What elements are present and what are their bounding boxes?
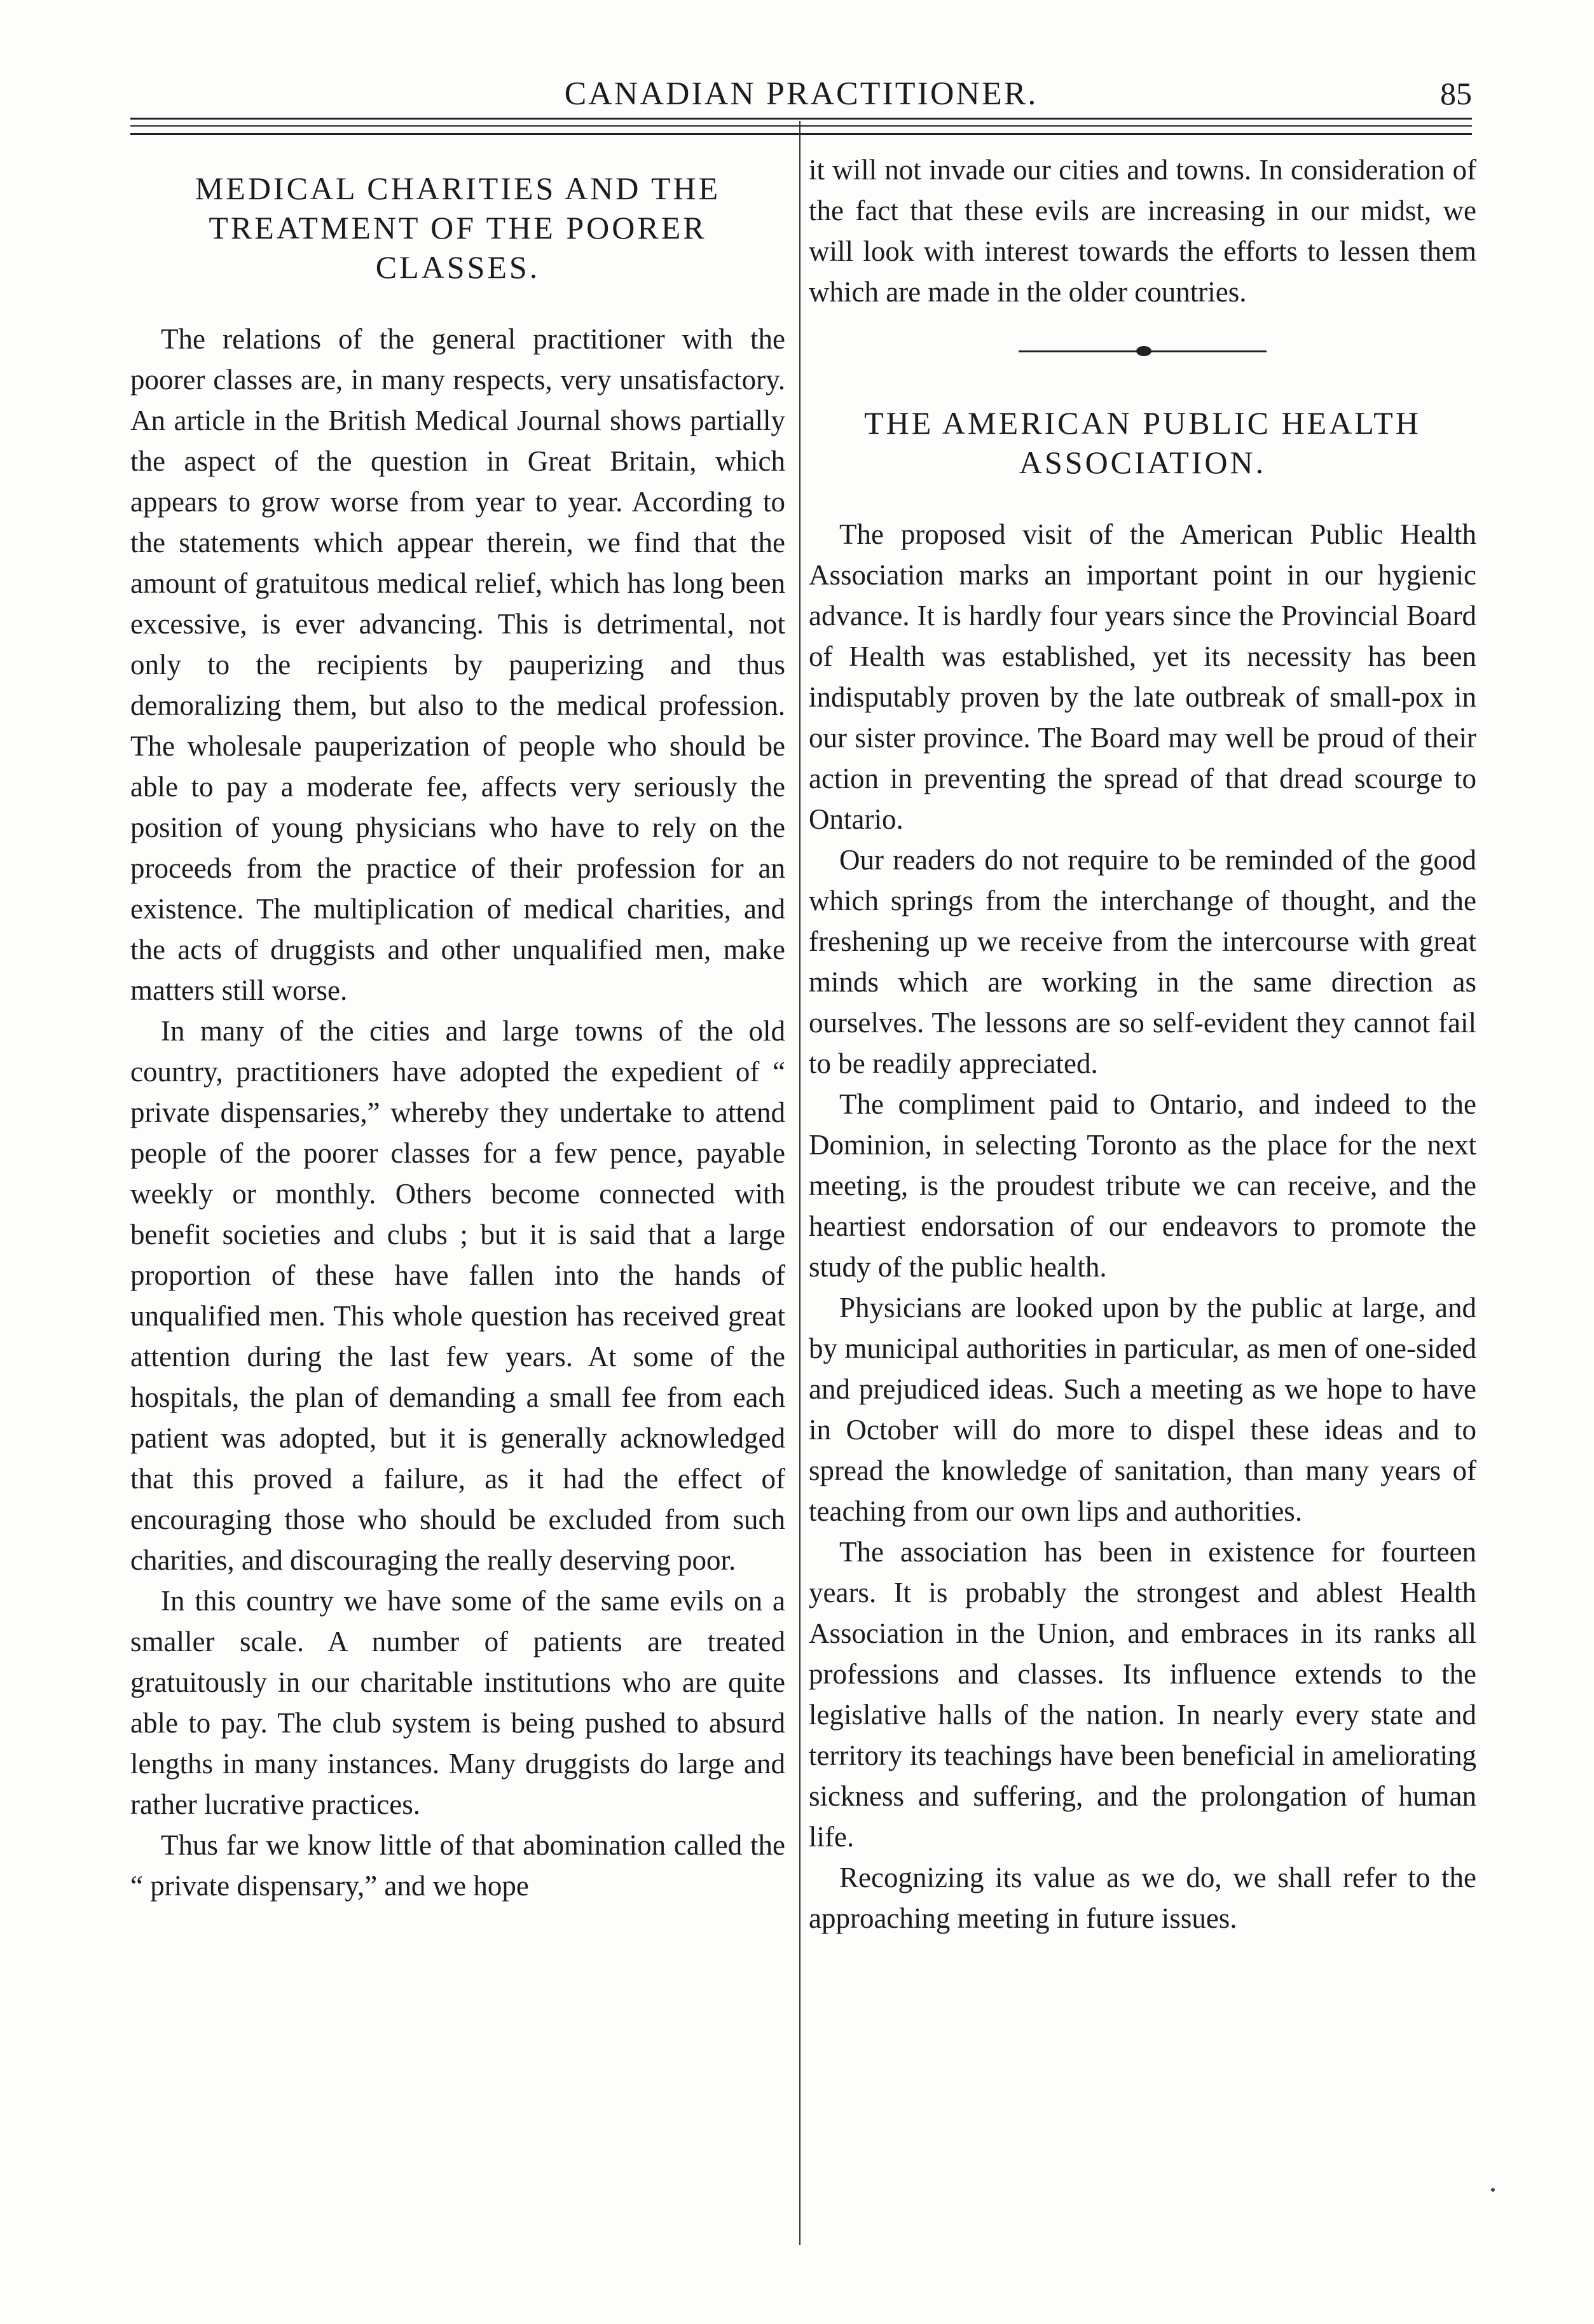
left-column xyxy=(130,149,785,1906)
article-title-medical-charities: MEDICAL CHARITIES AND THE TREATMENT OF THE POORER CLASSES. xyxy=(195,170,721,285)
article-paragraph: In this country we have some of the same evils on a smaller scale. A number of patients are treated gratuitously in our charitable institutions who are quite able to pay. The club system is being pushed to absurd lengths in many instances. Many druggists do large and rather lucrative practices. xyxy=(130,1585,785,1820)
header-rule xyxy=(130,125,1472,127)
journal-title: CANADIAN PRACTITIONER. xyxy=(564,76,1038,112)
article-paragraph: In many of the cities and large towns of the old country, practitioners have adopted the expedient of “ private dispensaries,” whereby they undertake to attend people of the poorer classes for a few pence, payable weekly or monthly. Others become connected with benefit societies and clubs ; but it is said that a large proportion of these have fallen into the hands of unqualified men. This whole question has received great attention during the last few years. At some of the hospitals, the plan of demanding a small fee from each patient was adopted, but it is generally acknowledged that this proved a failure, as it had the effect of encouraging those who should be excluded from such charities, and discouraging the really deserving poor. xyxy=(130,1015,785,1576)
article-paragraph: Physicians are looked upon by the public at large, and by municipal authorities in particular, as men of one-sided and prejudiced ideas. Such a meeting as we hope to have in October will do more to dispel these ideas and to spread the knowledge of sanitation, than many years of teaching from our own lips and authorities. xyxy=(809,1292,1476,1527)
section-separator xyxy=(1019,350,1267,352)
article-paragraph: The relations of the general practitioner with the poorer classes are, in many respects, very unsatisfactory. An article in the British Medical Journal shows partially the aspect of the question in Great Britain, which appears to grow worse from year to year. According to the statements which appear therein, we find that the amount of gratuitous medical relief, which has long been excessive, is ever advancing. This is detrimental, not only to the recipients by pauperizing and thus demoralizing them, but also to the medical profession. The wholesale pauperization of people who should be able to pay a moderate fee, affects very seriously the position of young physicians who have to rely on the proceeds from the practice of their profession for an existence. The multiplication of medical charities, and the acts of druggists and other unqualified men, make matters still worse. xyxy=(130,323,785,1006)
article-paragraph: The proposed visit of the American Public Health Association marks an important point in our hygienic advance. It is hardly four years since the Provincial Board of Health was established, yet its necessity has been indisputably proven by the late outbreak of small-pox in our sister province. The Board may well be proud of their action in preventing the spread of that dread scourge to Ontario. xyxy=(809,518,1476,835)
page-number: 85 xyxy=(1440,76,1472,111)
header-rule xyxy=(130,118,1472,120)
article-continuation: it will not invade our cities and towns. In consideration of the fact that these evils are increasing in our midst, we will look with interest towards the efforts to lessen them which are made in the older countries. xyxy=(809,154,1476,308)
print-speck xyxy=(1491,2188,1495,2192)
article-paragraph: Recognizing its value as we do, we shall refer to the approaching meeting in future issues. xyxy=(809,1862,1476,1934)
article-paragraph: The association has been in existence for fourteen years. It is probably the strongest and ablest Health Association in the Union, and embraces in its ranks all professions and classes. Its influence extends to the legislative halls of the nation. In nearly every state and territory its teachings have been beneficial in ameliorating sickness and suffering, and the prolongation of human life. xyxy=(809,1536,1476,1853)
running-header xyxy=(130,75,1472,113)
header-rule xyxy=(130,133,1472,135)
article-paragraph: Our readers do not require to be reminded of the good which springs from the interchange of thought, and the freshening up we receive from the intercourse with great minds which are working in the same direction as ourselves. The lessons are so self-evident they cannot fail to be readily appreciated. xyxy=(809,844,1476,1079)
article-paragraph: The compliment paid to Ontario, and indeed to the Dominion, in selecting Toronto as the place for the next meeting, is the proudest tribute we can receive, and the heartiest endorsation of our endeavors to promote the study of the public health. xyxy=(809,1088,1476,1283)
article-title-public-health: THE AMERICAN PUBLIC HEALTH ASSOCIATION. xyxy=(864,405,1421,480)
article-paragraph: Thus far we know little of that abomination called the “ private dispensary,” and we hope xyxy=(130,1829,785,1902)
right-column xyxy=(809,149,1476,1939)
column-divider xyxy=(799,121,800,2245)
